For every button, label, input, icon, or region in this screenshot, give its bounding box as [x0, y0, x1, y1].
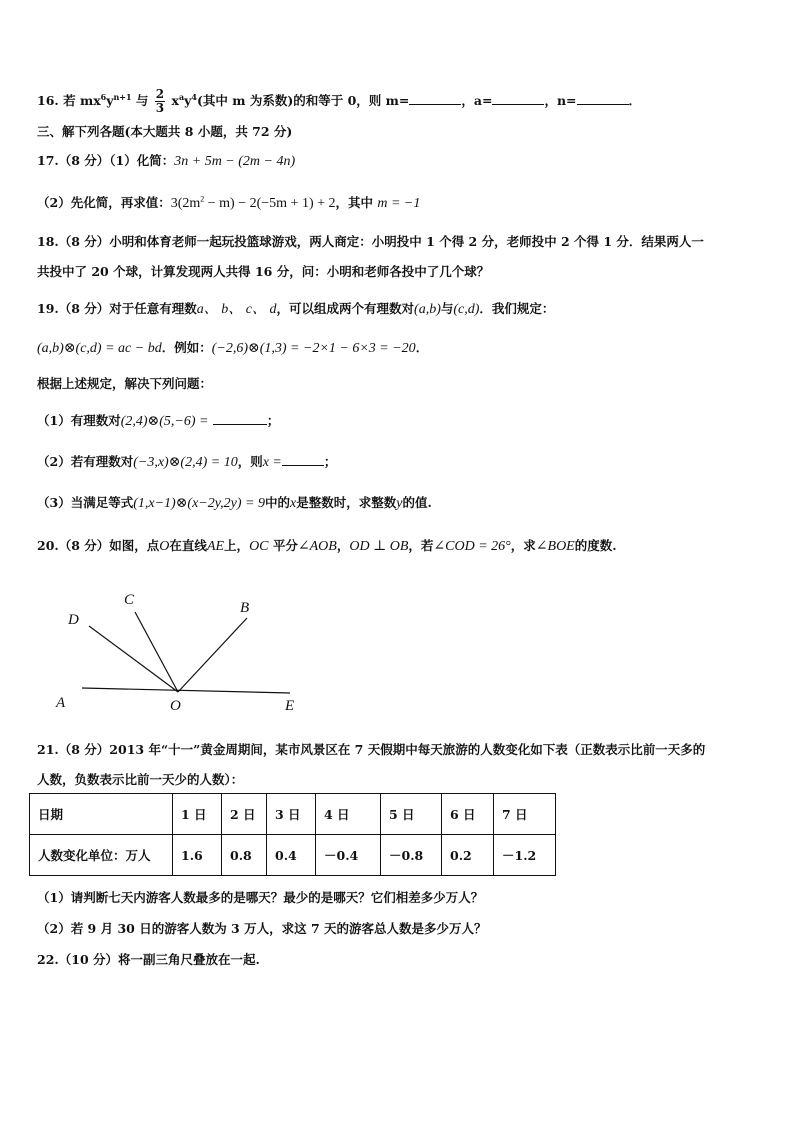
question-18-line1: 18.（8 分）小明和体育老师一起玩投篮球游戏，两人商定：小明投中 1 个得 2 分，老师投中 2 个得 1 分．结果两人一 — [37, 234, 704, 249]
table-cell: 1.6 — [173, 835, 222, 876]
label-A: A — [56, 695, 66, 711]
answer-blank-n[interactable] — [577, 92, 629, 105]
table-cell: 2 日 — [222, 794, 267, 835]
question-19-part2: （2）若有理数对(−3,x)⊗(2,4) = 10，则x = ； — [37, 454, 337, 470]
table-row — [30, 835, 556, 876]
label-O: O — [170, 698, 181, 714]
table-cell: －0.4 — [316, 835, 381, 876]
label-C: C — [124, 592, 135, 608]
question-21-part2: （2）若 9 月 30 日的游客人数为 3 万人，求这 7 天的游客总人数是多少万人？ — [37, 921, 487, 936]
question-18-line2: 共投中了 20 个球，计算发现两人共得 16 分，问：小明和老师各投中了几个球？ — [37, 264, 490, 279]
table-cell: 1 日 — [173, 794, 222, 835]
question-16: 16. 若 $mx^6y^{n+1}$ 与 $\frac{2}{3}$ $x^ay^4$(其中 m 为系数)的和等于 0，则 m= ，a= ，n= ． — [37, 87, 642, 115]
answer-blank-a[interactable] — [492, 92, 544, 105]
question-21-line1: 21.（8 分）2013 年“十一”黄金周期间，某市风景区在 7 天假期中每天旅游的人数变化如下表（正数表示比前一天多的 — [37, 742, 706, 757]
table-cell: －0.8 — [381, 835, 442, 876]
table-cell: 人数变化单位：万人 — [30, 835, 173, 876]
question-19-line3: 根据上述规定，解决下列问题： — [37, 376, 213, 391]
question-17-part1: 17.（8 分）（1）化简：3n + 5m − (2m − 4n) — [37, 153, 296, 169]
table-cell: 7 日 — [494, 794, 556, 835]
label-B: B — [240, 600, 250, 616]
ray-OC — [135, 612, 178, 692]
label-E: E — [285, 698, 295, 714]
question-19-part1: （1）有理数对(2,4)⊗(5,−6) = ； — [37, 413, 280, 429]
ray-OD — [89, 626, 178, 692]
ray-OB — [178, 618, 247, 692]
question-22: 22.（10 分）将一副三角尺叠放在一起. — [37, 952, 260, 967]
table-cell: 4 日 — [316, 794, 381, 835]
table-cell: 5 日 — [381, 794, 442, 835]
question-17-part2: （2）先化简，再求值：$3(2m^2 - m) - 2(-5m + 1) + 2$，其中 m = −1 — [37, 194, 421, 211]
table-cell: 3 日 — [267, 794, 316, 835]
table-cell: 0.8 — [222, 835, 267, 876]
table-cell: 0.4 — [267, 835, 316, 876]
table-cell: 0.2 — [442, 835, 494, 876]
question-20: 20.（8 分）如图，点O在直线AE上，OC 平分∠AOB，OD ⊥ OB，若∠COD = 26°，求∠BOE的度数. — [37, 538, 617, 554]
fraction: $\frac{2}{3}$ — [155, 87, 165, 115]
label-D: D — [68, 612, 79, 628]
question-21-line2: 人数，负数表示比前一天少的人数）： — [37, 772, 244, 787]
line-AE — [82, 688, 290, 693]
answer-blank-19-1[interactable] — [213, 412, 267, 425]
answer-blank-19-2[interactable] — [282, 453, 324, 466]
question-19-line2: (a,b)⊗(c,d) = ac − bd．例如：(−2,6)⊗(1,3) = −2×1 − 6×3 = −20． — [37, 340, 429, 356]
table-cell: 6 日 — [442, 794, 494, 835]
geometry-figure — [40, 580, 320, 720]
table-row — [30, 794, 556, 835]
question-19-part3: （3）当满足等式(1,x−1)⊗(x−2y,2y) = 9中的x是整数时，求整数y的值. — [37, 495, 432, 511]
section-heading: 三、解下列各题(本大题共 8 小题，共 72 分) — [37, 124, 293, 139]
table-cell: －1.2 — [494, 835, 556, 876]
tourist-change-table — [29, 793, 556, 876]
table-cell: 日期 — [30, 794, 173, 835]
answer-blank-m[interactable] — [409, 92, 461, 105]
question-19-line1: 19.（8 分）对于任意有理数a、 b、 c、 d，可以组成两个有理数对(a,b)与(c,d)．我们规定： — [37, 301, 555, 317]
question-21-part1: （1）请判断七天内游客人数最多的是哪天？最少的是哪天？它们相差多少万人？ — [37, 890, 484, 905]
